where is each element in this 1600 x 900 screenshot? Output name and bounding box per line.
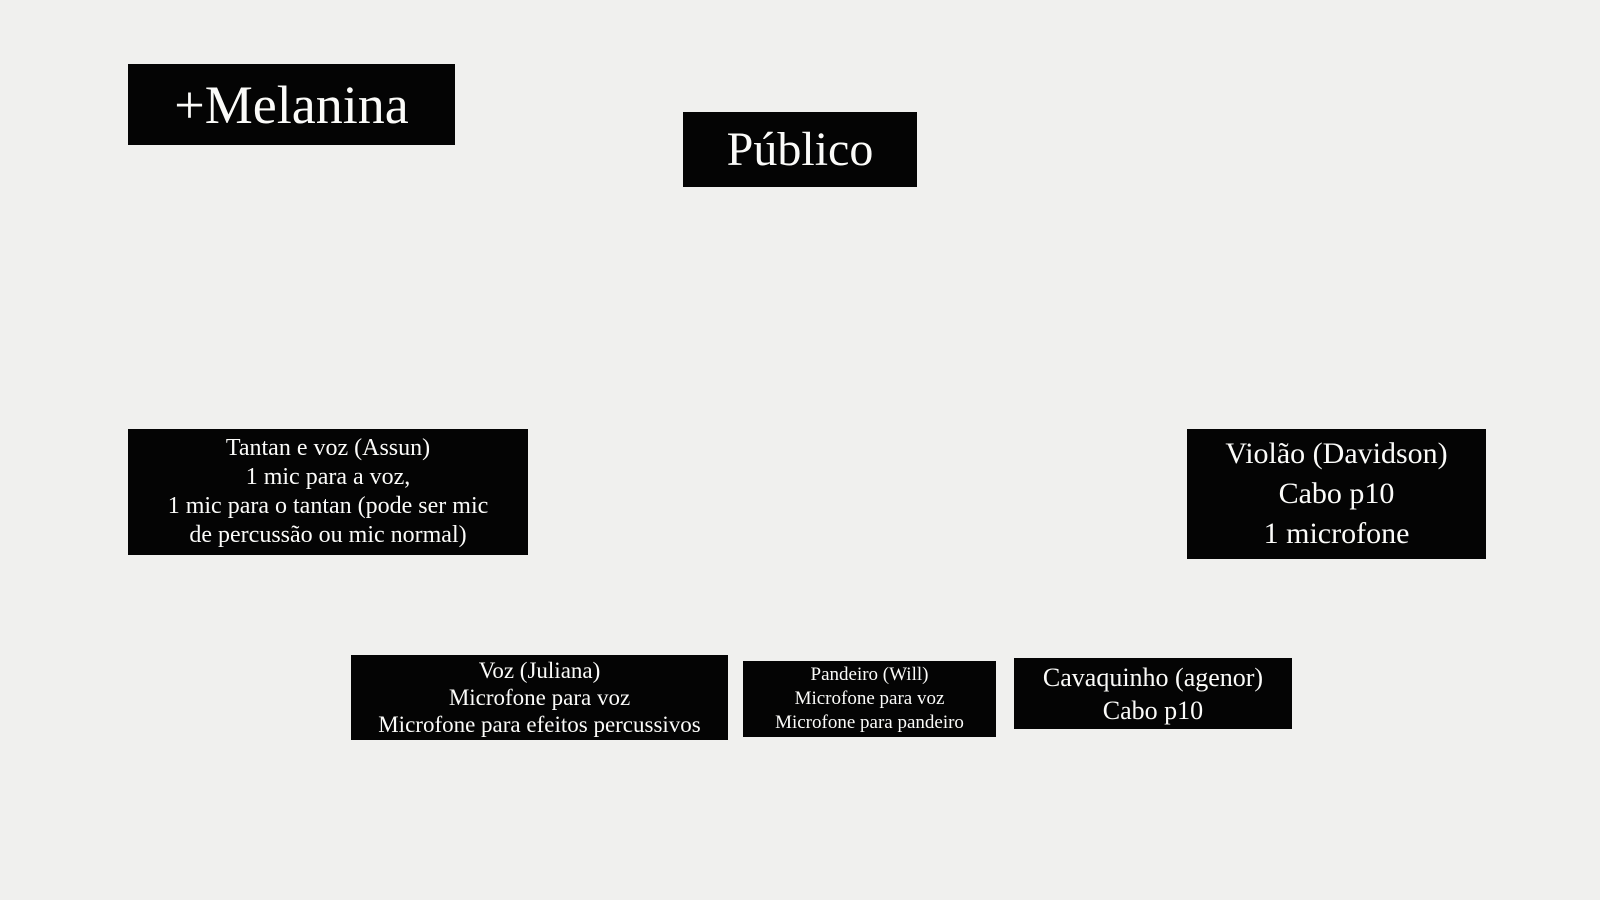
pandeiro-player-name: Pandeiro (Will) <box>810 664 929 685</box>
tantan-requirement: de percussão ou mic normal) <box>189 522 467 548</box>
pandeiro-requirement: Microfone para voz <box>794 688 945 709</box>
audience-label: Público <box>726 123 874 176</box>
tantan-requirement: 1 mic para o tantan (pode ser mic <box>167 493 489 519</box>
audience-box <box>683 112 917 187</box>
tantan-requirement: 1 mic para a voz, <box>245 464 411 490</box>
band-name-box <box>128 64 455 145</box>
voz-player-name: Voz (Juliana) <box>478 658 601 683</box>
violao-player-name: Violão (Davidson) <box>1225 437 1448 470</box>
cavaquinho-requirement: Cabo p10 <box>1102 695 1204 725</box>
violao-requirement: Cabo p10 <box>1278 477 1395 510</box>
pandeiro-player-box <box>743 661 996 737</box>
cavaquinho-player-name: Cavaquinho (agenor) <box>1042 662 1264 692</box>
voz-requirement: Microfone para efeitos percussivos <box>378 712 701 737</box>
violao-requirement: 1 microfone <box>1263 517 1410 550</box>
violao-player-box <box>1187 429 1486 559</box>
voz-requirement: Microfone para voz <box>448 685 631 710</box>
pandeiro-requirement: Microfone para pandeiro <box>775 712 964 733</box>
cavaquinho-player-box <box>1014 658 1292 729</box>
tantan-player-name: Tantan e voz (Assun) <box>225 435 431 461</box>
tantan-player-box <box>128 429 528 555</box>
band-name: +Melanina <box>174 74 409 135</box>
voz-player-box <box>351 655 728 740</box>
